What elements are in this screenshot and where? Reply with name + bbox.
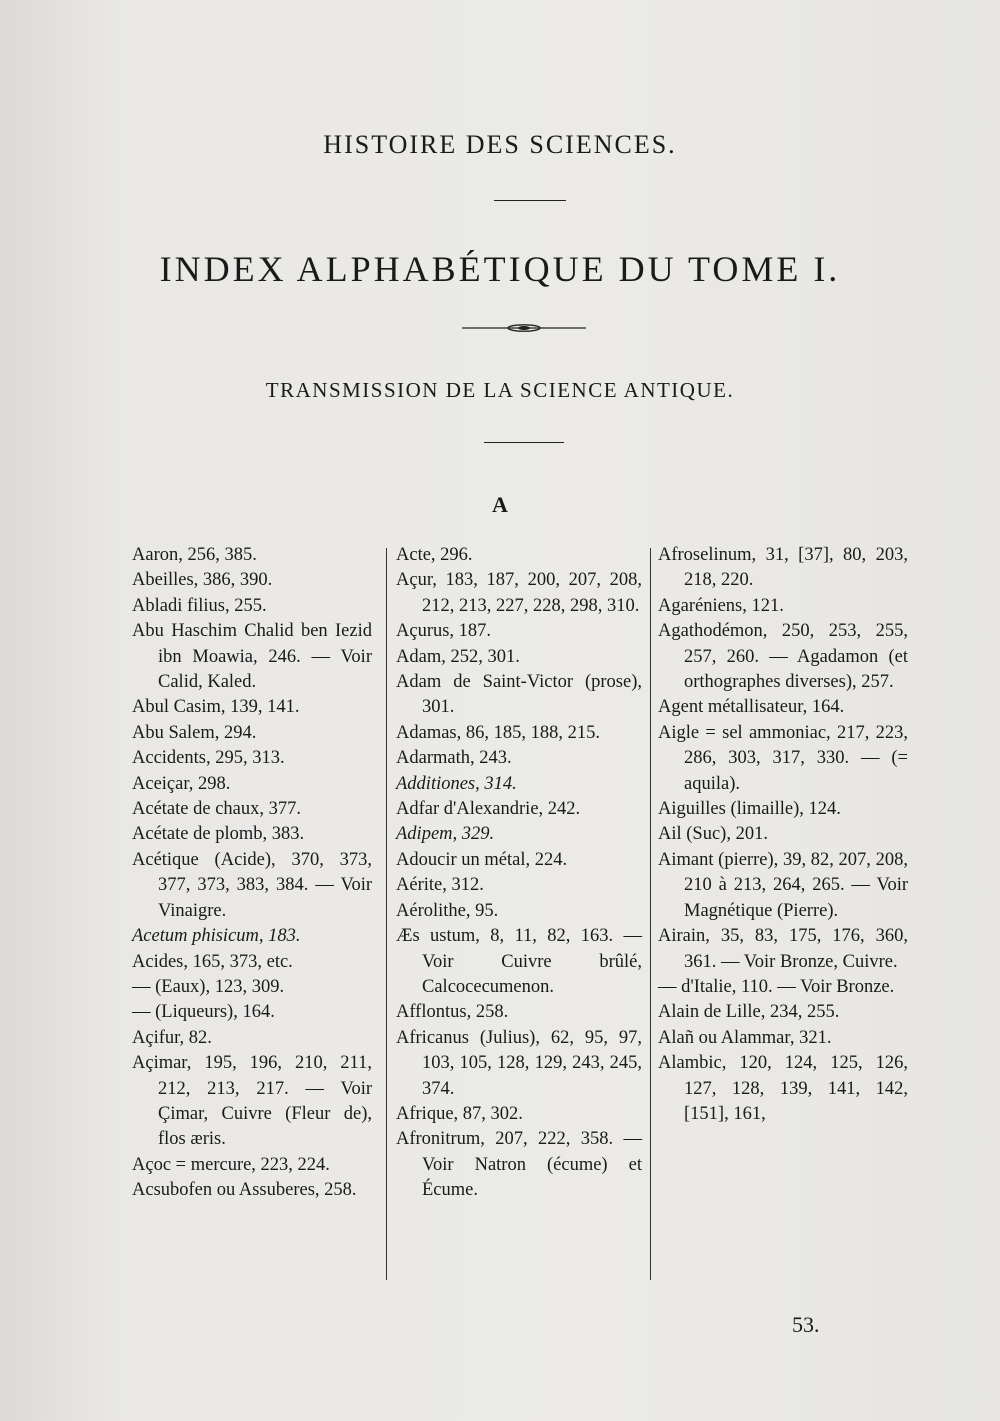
index-entry: Aimant (pierre), 39, 82, 207, 208, 210 à 213, 264, 265. — Voir Magnétique (Pierre). (658, 849, 908, 921)
index-entry: Adoucir un métal, 224. (396, 849, 568, 870)
index-entry: Açifur, 82. (132, 1027, 212, 1048)
index-entry: Ail (Suc), 201. (658, 824, 768, 845)
index-entry: — (Liqueurs), 164. (132, 1002, 275, 1023)
index-column-1 (132, 543, 372, 1204)
index-entry: Adfar d'Alexandrie, 242. (396, 799, 581, 820)
index-entry: Afroselinum, 31, [37], 80, 203, 218, 220. (658, 545, 908, 591)
index-title: INDEX ALPHABÉTIQUE DU TOME I. (159, 249, 841, 289)
index-entry: Acte, 296. (396, 545, 473, 565)
index-entry: Aigle = sel ammoniac, 217, 223, 286, 303, 317, 330. — (= aquila). (658, 722, 908, 794)
index-entry: Abu Salem, 294. (132, 722, 257, 743)
index-column-3 (658, 543, 908, 1127)
index-entry: Acétate de plomb, 383. (132, 824, 305, 845)
index-entry: Africanus (Julius), 62, 95, 97, 103, 105, 128, 129, 243, 245, 374. (396, 1027, 642, 1099)
index-entry: Aceiçar, 298. (132, 773, 231, 794)
index-entry: Açimar, 195, 196, 210, 211, 212, 213, 217. — Voir Çimar, Cuivre (Fleur de), flos æris. (132, 1053, 372, 1150)
index-entry: Açur, 183, 187, 200, 207, 208, 212, 213, 227, 228, 298, 310. (396, 570, 642, 616)
index-entry: Acétate de chaux, 377. (132, 799, 301, 820)
index-entry: Aérite, 312. (396, 875, 484, 896)
index-entry: Acétique (Acide), 370, 373, 377, 373, 383, 384. — Voir Vinaigre. (132, 849, 372, 921)
index-entry: Additiones, 314. (396, 773, 517, 794)
section-heading: TRANSMISSION DE LA SCIENCE ANTIQUE. (265, 378, 735, 402)
index-entry: Accidents, 295, 313. (132, 748, 285, 769)
index-entry: Abeilles, 386, 390. (132, 570, 273, 591)
index-entry: Alambic, 120, 124, 125, 126, 127, 128, 139, 141, 142, [151], 161, (658, 1053, 908, 1124)
ornament-divider (462, 322, 586, 334)
index-entry: Adipem, 329. (396, 824, 495, 845)
section-rule (484, 442, 564, 443)
index-entry: — (Eaux), 123, 309. (132, 976, 285, 997)
index-entry: — d'Italie, 110. — Voir Bronze. (658, 976, 895, 997)
index-column-2 (396, 543, 642, 1204)
index-entry: Æs ustum, 8, 11, 82, 163. — Voir Cuivre brûlé, Calcocecumenon. (396, 926, 642, 997)
index-entry: Adarmath, 243. (396, 748, 512, 769)
index-entry: Airain, 35, 83, 175, 176, 360, 361. — Voir Bronze, Cuivre. (658, 926, 908, 972)
column-divider (650, 548, 651, 1280)
index-entry: Abu Haschim Chalid ben Iezid ibn Moawia, 246. — Voir Calid, Kaled. (132, 621, 372, 693)
index-entry: Abul Casim, 139, 141. (132, 697, 300, 718)
index-entry: Aiguilles (limaille), 124. (658, 799, 841, 820)
index-entry: Agaréniens, 121. (658, 595, 784, 616)
index-entry: Adam de Saint-Victor (prose), 301. (396, 672, 642, 718)
index-entry: Afflontus, 258. (396, 1002, 509, 1023)
index-entry: Acides, 165, 373, etc. (132, 951, 293, 972)
index-letter: A (492, 492, 508, 517)
index-entry: Afrique, 87, 302. (396, 1103, 523, 1124)
index-entry: Açurus, 187. (396, 621, 492, 642)
column-divider (386, 548, 387, 1280)
index-entry: Agent métallisateur, 164. (658, 697, 845, 718)
index-entry: Agathodémon, 250, 253, 255, 257, 260. — Agadamon (et orthographes diverses), 257. (658, 621, 908, 693)
index-entry: Açoc = mercure, 223, 224. (132, 1154, 330, 1175)
index-entry: Aaron, 256, 385. (132, 545, 257, 565)
index-entry: Adamas, 86, 185, 188, 215. (396, 722, 600, 743)
page-number: 53. (792, 1312, 820, 1337)
index-entry: Acsubofen ou Assuberes, 258. (132, 1180, 357, 1201)
index-entry: Afronitrum, 207, 222, 358. — Voir Natron (écume) et Écume. (396, 1129, 642, 1201)
title-rule (494, 200, 566, 201)
index-entry: Alain de Lille, 234, 255. (658, 1002, 840, 1023)
index-entry: Alañ ou Alammar, 321. (658, 1027, 832, 1048)
page-title: HISTOIRE DES SCIENCES. (323, 130, 677, 159)
index-entry: Abladi filius, 255. (132, 595, 267, 616)
index-entry: Acetum phisicum, 183. (132, 926, 301, 947)
index-entry: Aérolithe, 95. (396, 900, 499, 921)
index-entry: Adam, 252, 301. (396, 646, 520, 667)
